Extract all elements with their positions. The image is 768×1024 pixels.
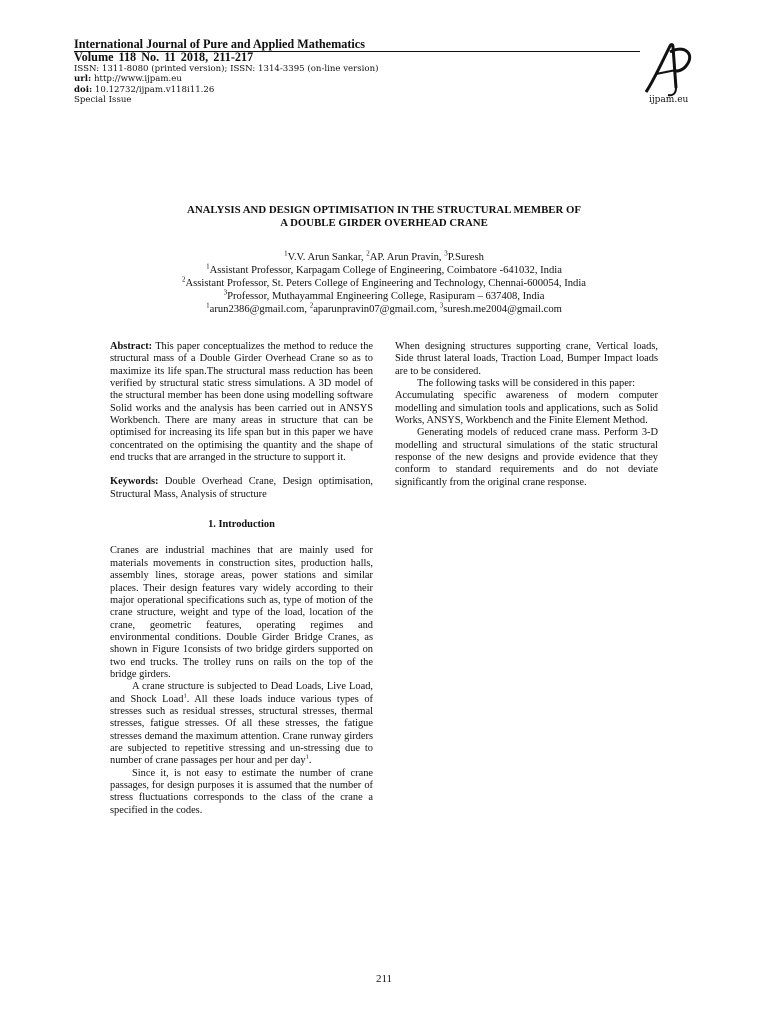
paper-title xyxy=(100,204,668,229)
journal-name: International Journal of Pure and Applied Mathematics xyxy=(74,37,365,51)
intro-paragraph-2: A crane structure is subjected to Dead Loads, Live Load, and Shock Load$^1$. All these loads induce various types of stresses such as residual stresses, structural stresses, thermal stresses, fatigue stresses. Of all these stresses, the fatigue stresses demand the maximum attention. Crane runway girders are subjected to repetitive stressing and un-stressing due to number of crane passages per hour and per day$^1$. xyxy=(110,681,373,767)
email-3[interactable]: suresh.me2004@gmail.com xyxy=(443,304,562,315)
title-line-2: A DOUBLE GIRDER OVERHEAD CRANE xyxy=(280,216,488,229)
page-number: 211 xyxy=(375,973,393,985)
url-value[interactable]: http://www.ijpam.eu xyxy=(91,74,182,85)
keywords-text: Double Overhead Crane, Design optimisation, Structural Mass, Analysis of structure xyxy=(110,476,373,500)
author-1: V.V. Arun Sankar, xyxy=(287,252,367,263)
email-1[interactable]: arun2386@gmail.com, xyxy=(209,304,310,315)
right-paragraph-4: Generating models of reduced crane mass. Perform 3-D modelling and structural simulations of the static structural response of the new designs and provide evidence that they conform to standard requirements and do not deviate significantly from the original crane response. xyxy=(395,427,658,488)
keywords-paragraph xyxy=(110,476,373,501)
intro-paragraph-3: Since it, is not easy to estimate the number of crane passages, for design purposes it is assumed that the number of stress fluctuations corresponds to the class of the crane a specified in the codes. xyxy=(110,767,373,816)
header-rule xyxy=(74,51,640,52)
issn-line: ISSN: 1311-8080 (printed version); ISSN: 1314-3395 (on-line version) xyxy=(74,64,379,74)
author-3: P.Suresh xyxy=(447,252,484,263)
author-block xyxy=(100,251,668,316)
left-column xyxy=(110,341,373,817)
title-line-1: ANALYSIS AND DESIGN OPTIMISATION IN THE STRUCTURAL MEMBER OF xyxy=(187,204,581,216)
abstract-text: This paper conceptualizes the method to reduce the structural mass of a Double Girder Overhead Crane so as to maximize its life span.The structural mass reduction has been verified by structural static stress simulations. A 3D model of the structural member has been done using modelling software Solid works and the analysis has been carried out in ANSYS Workbench. There are many areas in structure that can be optimised for increasing its life span but in this paper we have concentrated on the optimising the quantity and the shape of end trucks that are arranged in the structure to support it. xyxy=(110,341,373,464)
url-line xyxy=(74,74,634,84)
special-issue-label: Special Issue xyxy=(74,94,132,105)
url-label: url: xyxy=(74,74,92,85)
email-line: $^1$arun2386@gmail.com, $^2$aparunpravin07@gmail.com, $^3$suresh.me2004@gmail.com xyxy=(206,301,562,315)
right-paragraph-3: Accumulating specific awareness of modern computer modelling and simulation tools and applications, such as Solid Works, ANSYS, Workbench and the Finite Element Method. xyxy=(395,390,658,427)
citation-ref: 1 xyxy=(305,753,309,761)
volume-line: Volume 118 No. 11 2018, 211-217 xyxy=(74,50,254,64)
abstract-label: Abstract: xyxy=(110,341,153,352)
right-column xyxy=(395,341,658,489)
intro-paragraph-1: Cranes are industrial machines that are mainly used for materials movements in construction sites, production halls, assembly lines, storage areas, power stations and similar places. Their design features vary widely according to their major operational specifications such as, type of motion of the crane structure, weight and type of the load, location of the crane, geometric features, operating regimes and environmental conditions. Double Girder Bridge Cranes, as shown in Figure 1consists of two bridge girders supported on two end trucks. The trolley runs on rails on the top of the bridge girders. xyxy=(110,545,373,680)
email-2[interactable]: aparunpravin07@gmail.com, xyxy=(313,304,440,315)
journal-header xyxy=(74,38,634,105)
abstract-paragraph xyxy=(110,341,373,464)
citation-ref: 1 xyxy=(183,692,187,700)
doi-value[interactable]: 10.12732/ijpam.v118i11.26 xyxy=(92,84,215,95)
right-paragraph-1: When designing structures supporting crane, Vertical loads, Side thrust lateral loads, Traction Load, Bumper Impact loads are to be considered. xyxy=(395,341,658,377)
author-2: AP. Arun Pravin, xyxy=(369,252,445,263)
doi-label: doi: xyxy=(74,84,93,95)
keywords-label: Keywords: xyxy=(110,476,159,488)
affiliation-1: $^1$Assistant Professor, Karpagam College of Engineering, Coimbatore -641032, India xyxy=(206,262,562,276)
affiliation-2: $^2$Assistant Professor, St. Peters College of Engineering and Technology, Chennai-600054, India xyxy=(182,275,586,289)
doi-line xyxy=(74,85,634,95)
right-paragraph-2: The following tasks will be considered in this paper: xyxy=(417,378,636,390)
logo-url-text: ijpam.eu xyxy=(649,95,689,105)
section-heading: 1. Introduction xyxy=(208,519,275,531)
author-names: $^1$V.V. Arun Sankar, $^2$AP. Arun Pravin, $^3$P.Suresh xyxy=(284,249,484,263)
affiliation-3: $^3$Professor, Muthayammal Engineering College, Rasipuram – 637408, India xyxy=(223,288,545,302)
